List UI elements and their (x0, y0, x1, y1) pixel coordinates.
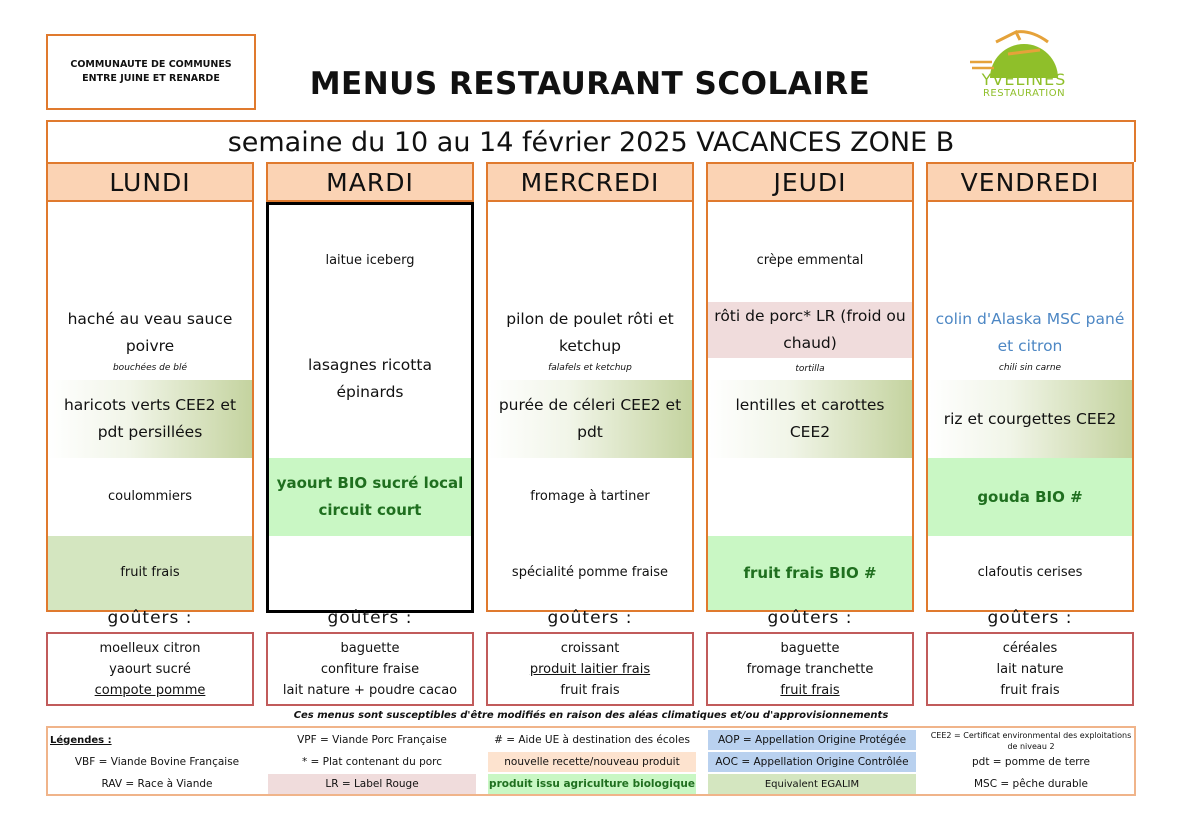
legend-aide-ue: # = Aide UE à destination des écoles (494, 734, 690, 746)
menu-accompagnement: riz et courgettes CEE2 (928, 380, 1132, 458)
day-body (706, 202, 914, 612)
legend-pdt: pdt = pomme de terre (972, 756, 1090, 768)
gouter-box-vendredi (926, 632, 1134, 706)
menu-dessert (268, 536, 472, 610)
menu-entree: crèpe emmental (756, 253, 864, 268)
plat-name: pilon de poulet rôti et ketchup (506, 310, 674, 355)
plat-name: colin d'Alaska MSC pané et citron (935, 310, 1125, 355)
gouter-item: fruit frais (560, 682, 620, 698)
plat-alternative: falafels et ketchup (548, 363, 632, 373)
menu-grid (46, 160, 1136, 612)
logo-name: YVELINES (981, 70, 1067, 89)
gouter-title: goûters : (987, 608, 1073, 628)
gouter-item: lait nature + poudre cacao (282, 682, 458, 698)
day-column-mardi (266, 160, 474, 612)
day-body (46, 202, 254, 612)
plat-alternative: chili sin carne (998, 363, 1062, 373)
legend-title: Légendes : (50, 734, 112, 746)
legend (46, 726, 1136, 796)
gouter-box-mercredi (486, 632, 694, 706)
gouter-box-mardi (266, 632, 474, 706)
legend-msc: MSC = pêche durable (974, 778, 1088, 790)
menu-laitage: coulommiers (108, 489, 192, 504)
week-banner (46, 120, 1136, 162)
menu-plat-alt (708, 358, 912, 380)
day-body (926, 202, 1134, 612)
day-column-mercredi (486, 160, 694, 612)
day-body (266, 202, 474, 612)
legend-aop: AOP = Appellation Origine Protégée (708, 730, 916, 750)
menu-entree: laitue iceberg (325, 253, 415, 268)
gouter-box-lundi (46, 632, 254, 706)
gouter-title: goûters : (767, 608, 853, 628)
menu-entree (48, 202, 252, 300)
gouter-title: goûters : (327, 608, 413, 628)
menu-dessert: fruit frais (48, 536, 252, 610)
legend-cee2: CEE2 = Certificat environmental des exploitations de niveau 2 (930, 731, 1132, 751)
menu-plat: rôti de porc* LR (froid ou chaud) (708, 302, 912, 358)
gouter-item: céréales (1002, 640, 1058, 656)
legend-rav: RAV = Race à Viande (101, 778, 213, 790)
gouter-item: compote pomme (94, 682, 206, 698)
disclaimer: Ces menus sont susceptibles d'être modifiés en raison des aléas climatiques et/ou d'approvisionnements (293, 710, 889, 721)
menu-dessert: clafoutis cerises (977, 565, 1083, 580)
day-header: JEUDI (706, 162, 914, 202)
gouter-title: goûters : (547, 608, 633, 628)
plat-name: haché au veau sauce poivre (67, 310, 233, 355)
legend-label-rouge: LR = Label Rouge (268, 774, 476, 794)
menu-accompagnement: lentilles et carottes CEE2 (708, 380, 912, 458)
legend-aoc: AOC = Appellation Origine Contrôlée (708, 752, 916, 772)
menu-accompagnement: haricots verts CEE2 et pdt persillées (48, 380, 252, 458)
menu-laitage: gouda BIO # (928, 458, 1132, 536)
menu-plat (928, 300, 1132, 380)
day-column-lundi (46, 160, 254, 612)
menu-dessert: spécialité pomme fraise (511, 565, 669, 580)
gouter-box-jeudi (706, 632, 914, 706)
menu-laitage (708, 458, 912, 536)
day-header: VENDREDI (926, 162, 1134, 202)
legend-bio: produit issu agriculture biologique (488, 774, 696, 794)
week-title: semaine du 10 au 14 février 2025 VACANCES ZONE B (227, 126, 955, 158)
day-body (486, 202, 694, 612)
menu-plat (488, 300, 692, 380)
menu-entree (488, 202, 692, 300)
legend-nouvelle-recette: nouvelle recette/nouveau produit (488, 752, 696, 772)
menu-plat (48, 300, 252, 380)
gouter-item: confiture fraise (320, 661, 420, 677)
logo-text (968, 72, 1080, 100)
menu-plat: lasagnes ricotta épinards (308, 356, 432, 401)
gouter-item: lait nature (996, 661, 1064, 677)
gouter-title: goûters : (107, 608, 193, 628)
legend-porc: * = Plat contenant du porc (301, 756, 443, 768)
day-header: MARDI (266, 162, 474, 202)
legend-egalim: Equivalent EGALIM (708, 774, 916, 794)
legend-vbf: VBF = Viande Bovine Française (74, 756, 240, 768)
menu-laitage: yaourt BIO sucré local circuit court (268, 458, 472, 536)
day-column-jeudi (706, 160, 914, 612)
day-header: MERCREDI (486, 162, 694, 202)
gouter-item: produit laitier frais (529, 661, 651, 677)
menu-entree (928, 202, 1132, 300)
gouter-item: moelleux citron (99, 640, 201, 656)
gouter-item: fruit frais (780, 682, 840, 698)
plat-alternative: tortilla (795, 364, 825, 374)
legend-vpf: VPF = Viande Porc Française (297, 734, 447, 746)
menu-accompagnement: purée de céleri CEE2 et pdt (488, 380, 692, 458)
menu-dessert: fruit frais BIO # (708, 536, 912, 610)
gouter-item: baguette (340, 640, 400, 656)
plat-alternative: bouchées de blé (112, 363, 188, 373)
gouter-item: yaourt sucré (109, 661, 191, 677)
organization-box (46, 34, 256, 110)
organization-name: COMMUNAUTE DE COMMUNES ENTRE JUINE ET RENARDE (70, 59, 232, 84)
menu-laitage: fromage à tartiner (530, 489, 650, 504)
gouter-item: fruit frais (1000, 682, 1060, 698)
logo-subtitle: RESTAURATION (982, 88, 1066, 99)
gouter-item: croissant (560, 640, 620, 656)
day-column-vendredi (926, 160, 1134, 612)
gouter-item: fromage tranchette (746, 661, 874, 677)
gouter-item: baguette (780, 640, 840, 656)
page-title: MENUS RESTAURANT SCOLAIRE (309, 66, 871, 102)
day-header: LUNDI (46, 162, 254, 202)
